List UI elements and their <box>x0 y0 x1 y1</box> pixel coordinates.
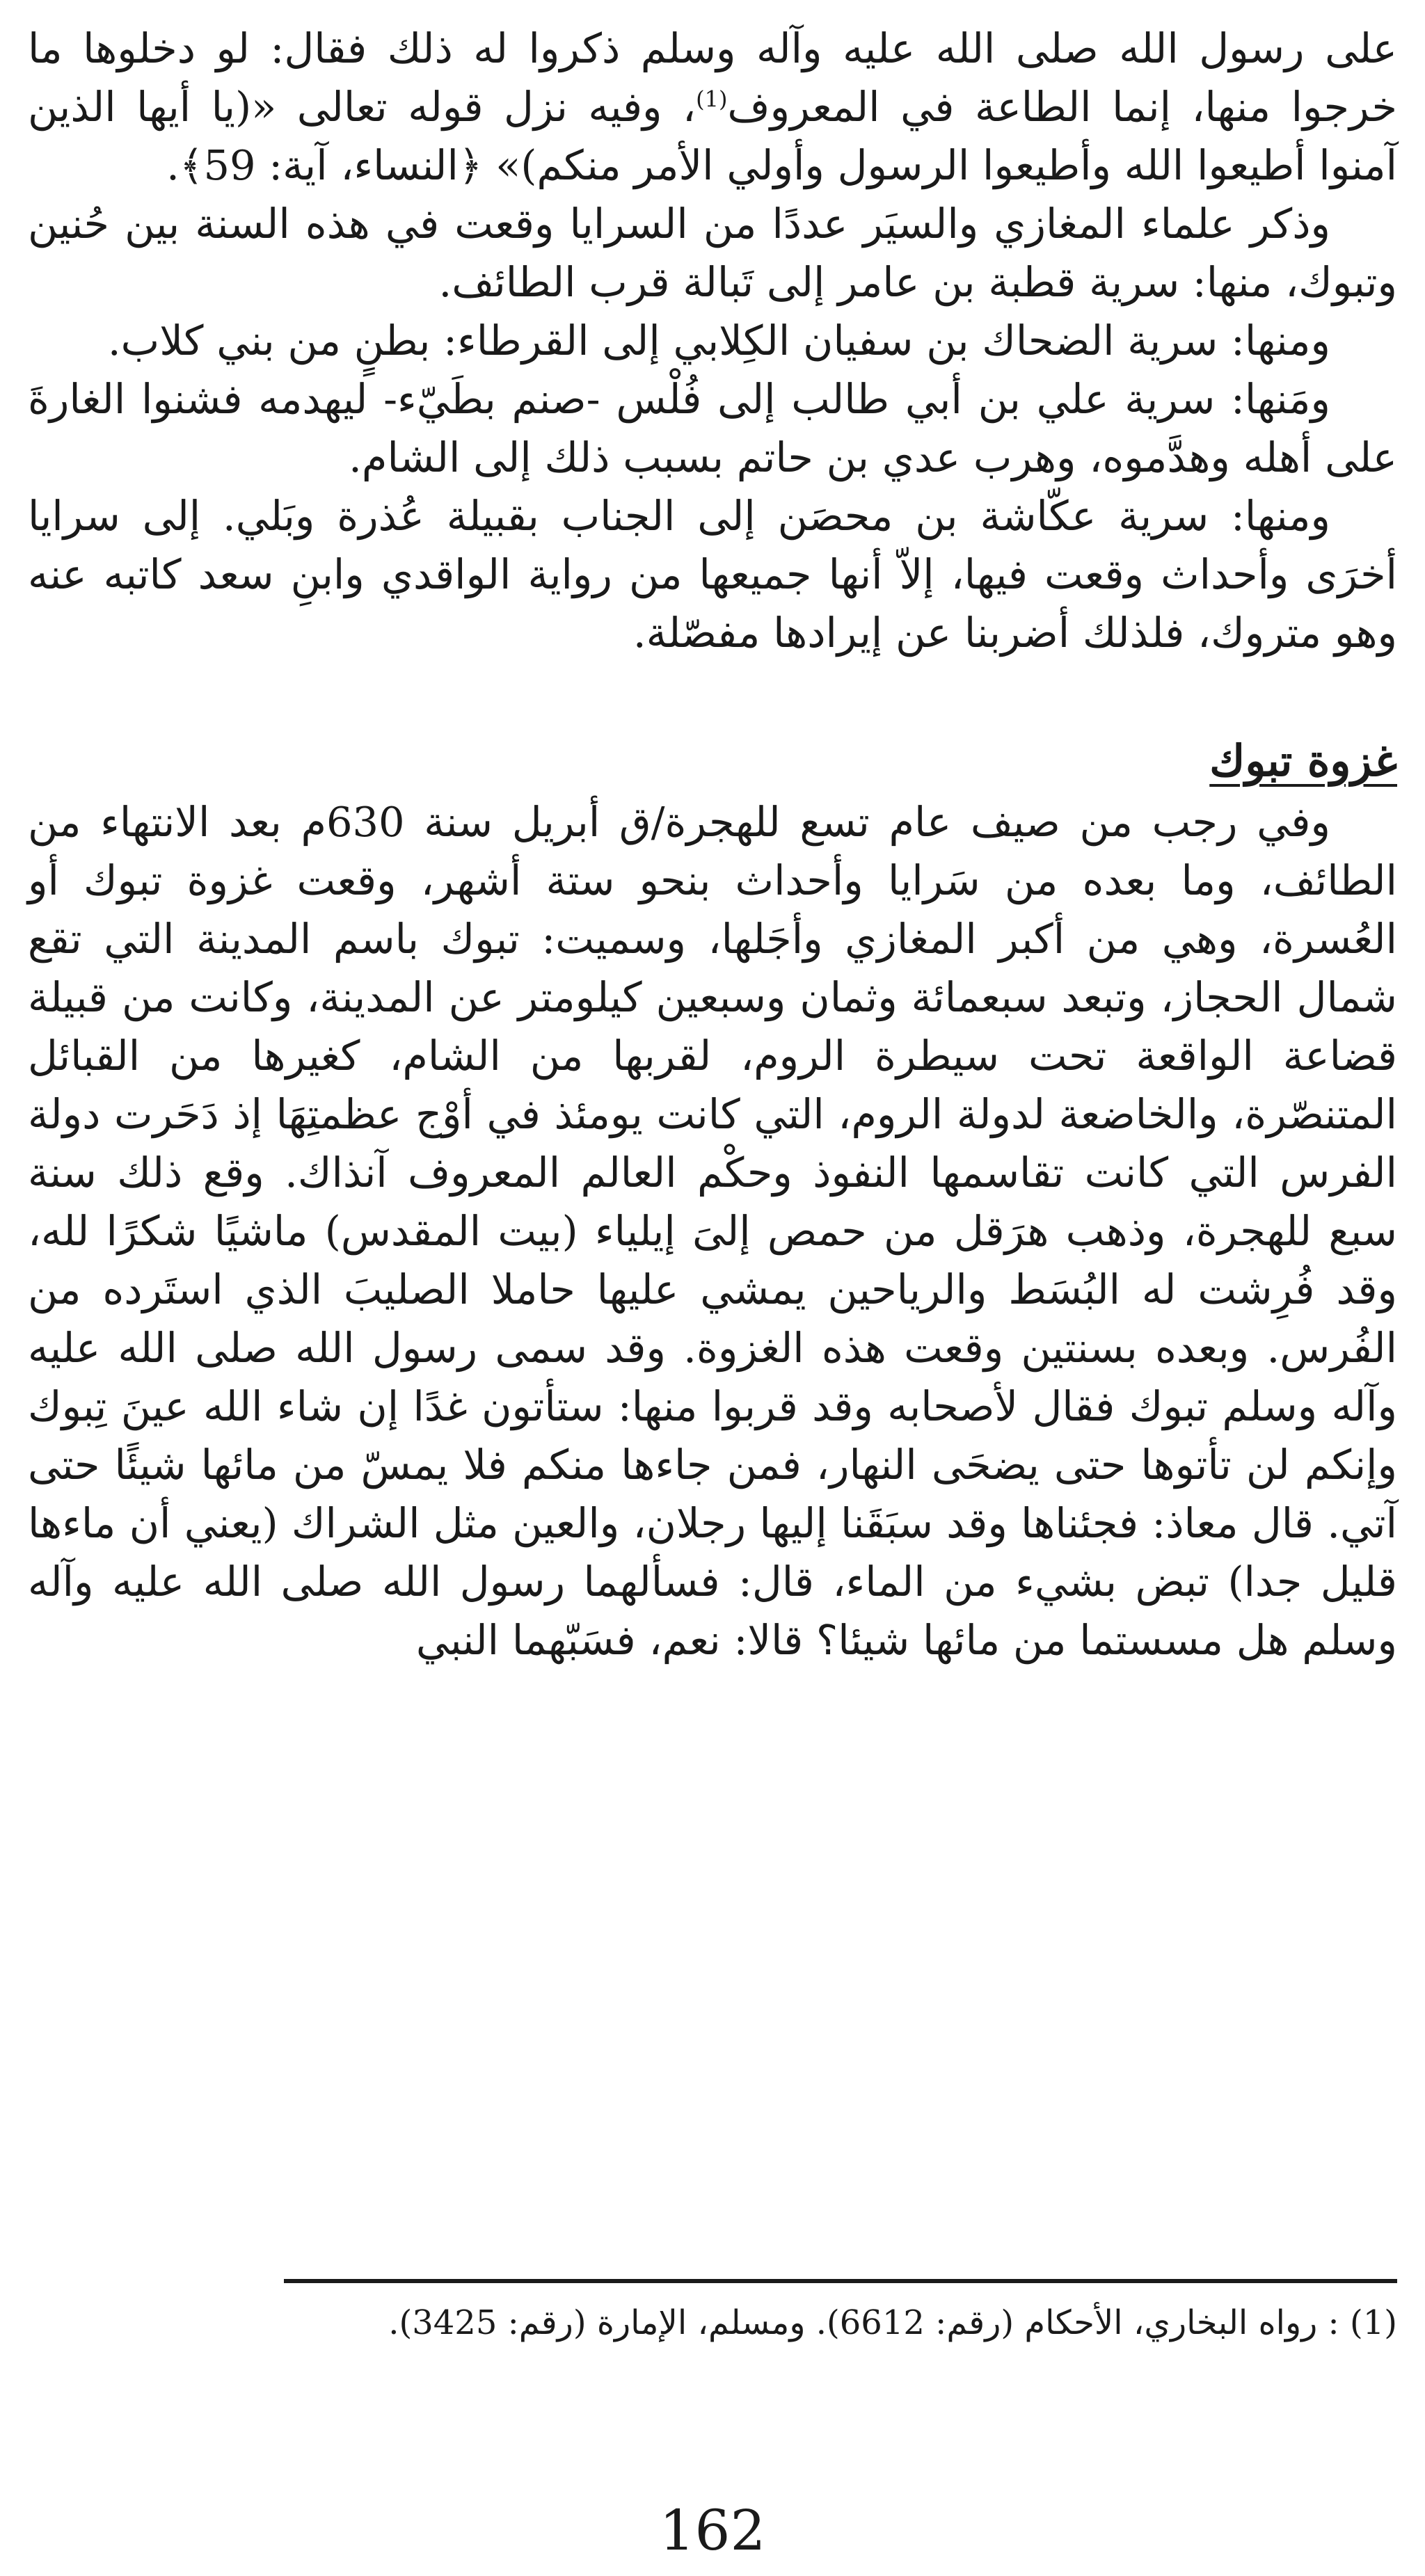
footnote: (1) : رواه البخاري، الأحكام (رقم: 6612). ومسلم، الإمارة (رقم: 3425). <box>388 2303 1397 2342</box>
paragraph-expeditions-intro: وذكر علماء المغازي والسيَر عددًا من السرايا وقعت في هذه السنة بين حُنين وتبوك، منها: سرية قطبة بن عامر إلى تَبالة قرب الطائف. <box>28 200 1397 306</box>
paragraph-tabuk-battle: وفي رجب من صيف عام تسع للهجرة/ق أبريل سنة 630م بعد الانتهاء من الطائف، وما بعده من سَرايا وأحداث بنحو ستة أشهر، وقعت غزوة تبوك أو العُسرة، وهي من أكبر المغازي وأجَلها، وسميت: تبوك باسم المدينة التي تقع شمال الحجاز، وتبعد سبعمائة وثمان وسبعين كيلومتر عن المدينة، وكانت من قبيلة قضاعة الواقعة تحت سيطرة الروم، لقربها من الشام، كغيرها من القبائل المتنصّرة، والخاضعة لدولة الروم، التي كانت يومئذ في أوْج عظمتِهَا إذ دَحَرت دولة الفرس التي كانت تقاسمها النفوذ وحكْم العالم المعروف آنذاك. وقع ذلك سنة سبع للهجرة، وذهب هرَقل من حمص إلىَ إيلياء (بيت المقدس) ماشيًا شكرًا لله، وقد فُرِشت له البُسَط والرياحين يمشي عليها حاملا الصليبَ الذي استَرده من الفُرس. وبعده بسنتين وقعت هذه الغزوة. وقد سمى رسول الله صلى الله عليه وآله وسلم تبوك فقال لأصحابه وقد قربوا منها: ستأتون غدًا إن شاء الله عينَ تِبوك وإنكم لن تأتوها حتى يضحَى النهار، فمن جاءها منكم فلا يمسّ من مائها شيئًا حتى آتي. قال معاذ: فجئناها وقد سبَقَنا إليها رجلان، والعين مثل الشراك (يعني أن ماءها قليل جدا) تبض بشيء من الماء، قال: فسألهما رسول الله صلى الله عليه وآله وسلم هل مسستما من مائها شيئا؟ قالا: نعم، فسَبّهما النبي <box>28 798 1397 1664</box>
paragraph-ukkasha-expedition: ومنها: سرية عكّاشة بن محصَن إلى الجناب بقبيلة عُذرة وبَلي. إلى سرايا أخرَى وأحداث وقعت فيها، إلاّ أنها جميعها من رواية الواقدي وابنِ سعد كاتبه عنه وهو متروك، فلذلك أضربنا عن إيرادها مفصّلة. <box>28 492 1397 657</box>
footnote-divider <box>284 2279 1397 2283</box>
paragraph-obedience-text: على رسول الله صلى الله عليه وآله وسلم ذكروا له ذلك فقال: لو دخلوها ما خرجوا منها، إنما الطاعة في المعروف <box>28 24 1397 131</box>
paragraph-obedience <box>28 19 1397 195</box>
footnote-reference[interactable]: (1) <box>696 86 728 113</box>
paragraph-obedience-text-after: ، وفيه نزل قوله تعالى «(يا أيها الذين آمنوا أطيعوا الله وأطيعوا الرسول وأولي الأمر منكم)» ﴿النساء، آية: 59﴾. <box>28 83 1397 189</box>
page-number: 162 <box>659 2498 766 2563</box>
section-title-tabuk: غزوة تبوك <box>1209 735 1397 786</box>
section-spacer <box>28 662 1397 729</box>
document-page <box>28 19 1397 2576</box>
paragraph-ali-expedition: ومَنها: سرية علي بن أبي طالب إلى فُلْس -صنم بطَيّء- ليهدمه فشنوا الغارةَ على أهله وهدَّموه، وهرب عدي بن حاتم بسبب ذلك إلى الشام. <box>28 375 1397 481</box>
paragraph-dahhak-expedition: ومنها: سرية الضحاك بن سفيان الكِلابي إلى القرطاء: بطنٍ من بني كلاب. <box>107 317 1330 365</box>
